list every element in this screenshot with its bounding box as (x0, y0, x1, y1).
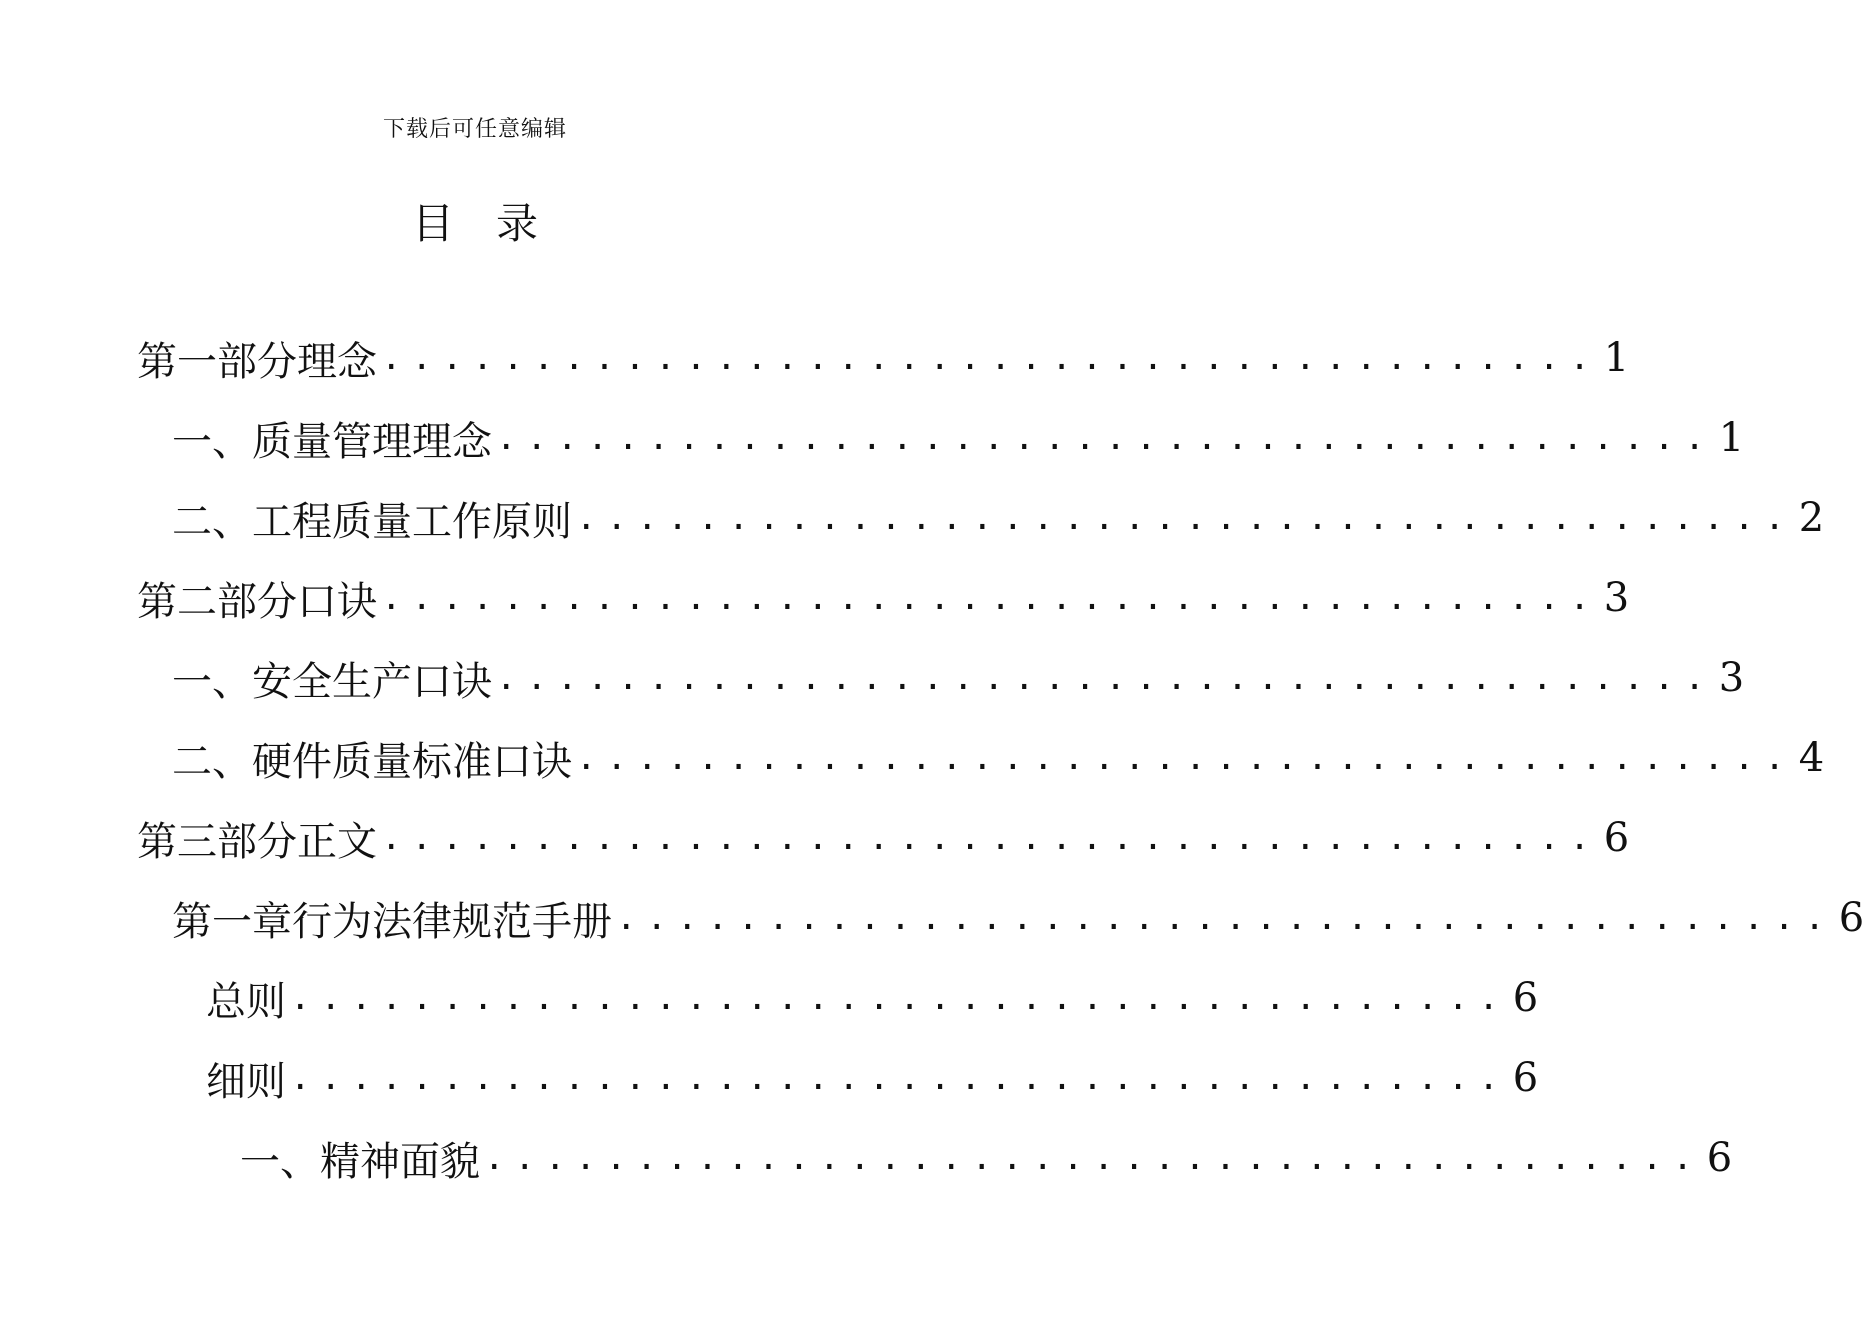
toc-entry-page: 1 (1718, 415, 1745, 461)
toc-entry[interactable] (137, 798, 1630, 878)
toc-entry[interactable] (137, 318, 1630, 398)
dot-leader: ........................................ (576, 498, 1795, 538)
toc-entry[interactable] (206, 958, 1539, 1038)
toc-entry-label: 行为法律规范手册 (292, 898, 612, 945)
toc-entry-label: 硬件质量标准口诀 (252, 738, 572, 785)
toc-entry-label: 则 (246, 1058, 286, 1105)
dot-leader: ........................................ (290, 978, 1509, 1018)
toc-entry[interactable] (172, 478, 1825, 558)
dot-leader: ........................................ (381, 818, 1600, 858)
toc-entry-page: 6 (1512, 1055, 1539, 1101)
toc-entry[interactable] (172, 718, 1825, 798)
toc-entry-number: 第一部分 (137, 338, 297, 385)
dot-leader: ........................................ (576, 738, 1795, 778)
header-note: 下载后可任意编辑 (382, 117, 567, 142)
dot-leader: ........................................ (484, 1138, 1703, 1178)
toc-entry-number: 总 (206, 978, 246, 1025)
toc-entry-number: 一、 (172, 658, 252, 705)
dot-leader: ........................................ (496, 658, 1715, 698)
dot-leader: ........................................ (616, 898, 1835, 938)
title-char-1: 目 (411, 199, 454, 248)
toc-entry-page: 1 (1603, 335, 1630, 381)
toc-entry-label: 口诀 (297, 578, 377, 625)
toc-entry-label: 工程质量工作原则 (252, 498, 572, 545)
toc-entry-page: 3 (1603, 575, 1630, 621)
toc-entry-number: 一、 (172, 418, 252, 465)
toc-entry[interactable] (172, 638, 1745, 718)
toc-entry-page: 6 (1706, 1135, 1733, 1181)
toc-entry-label: 精神面貌 (320, 1138, 480, 1185)
toc-entry-label: 理念 (297, 338, 377, 385)
toc-entry[interactable] (206, 1038, 1539, 1118)
toc-entry-page: 4 (1798, 735, 1825, 781)
toc-entry-number: 一、 (240, 1138, 320, 1185)
toc-entry-label: 则 (246, 978, 286, 1025)
toc-entry-number: 第三部分 (137, 818, 297, 865)
toc-entry-page: 6 (1838, 895, 1864, 941)
toc-entry-page: 6 (1603, 815, 1630, 861)
toc-entry-number: 第二部分 (137, 578, 297, 625)
toc-entry-label: 正文 (297, 818, 377, 865)
toc-entry[interactable] (240, 1118, 1733, 1198)
toc-entry[interactable] (137, 558, 1630, 638)
dot-leader: ........................................ (496, 418, 1715, 458)
toc-entry-page: 2 (1798, 495, 1825, 541)
title-char-2: 录 (496, 199, 539, 248)
toc-entry-number: 二、 (172, 498, 252, 545)
toc-entry[interactable] (172, 398, 1745, 478)
toc-entry-number: 细 (206, 1058, 246, 1105)
toc-entry-page: 6 (1512, 975, 1539, 1021)
dot-leader: ........................................ (381, 578, 1600, 618)
toc-entry-number: 二、 (172, 738, 252, 785)
dot-leader: ........................................ (381, 338, 1600, 378)
dot-leader: ........................................ (290, 1058, 1509, 1098)
toc-entry-label: 安全生产口诀 (252, 658, 492, 705)
toc-entry-page: 3 (1718, 655, 1745, 701)
toc-entry-number: 第一章 (172, 898, 292, 945)
page-title (0, 194, 950, 254)
toc-entry[interactable] (172, 878, 1864, 958)
toc-entry-label: 质量管理理念 (252, 418, 492, 465)
